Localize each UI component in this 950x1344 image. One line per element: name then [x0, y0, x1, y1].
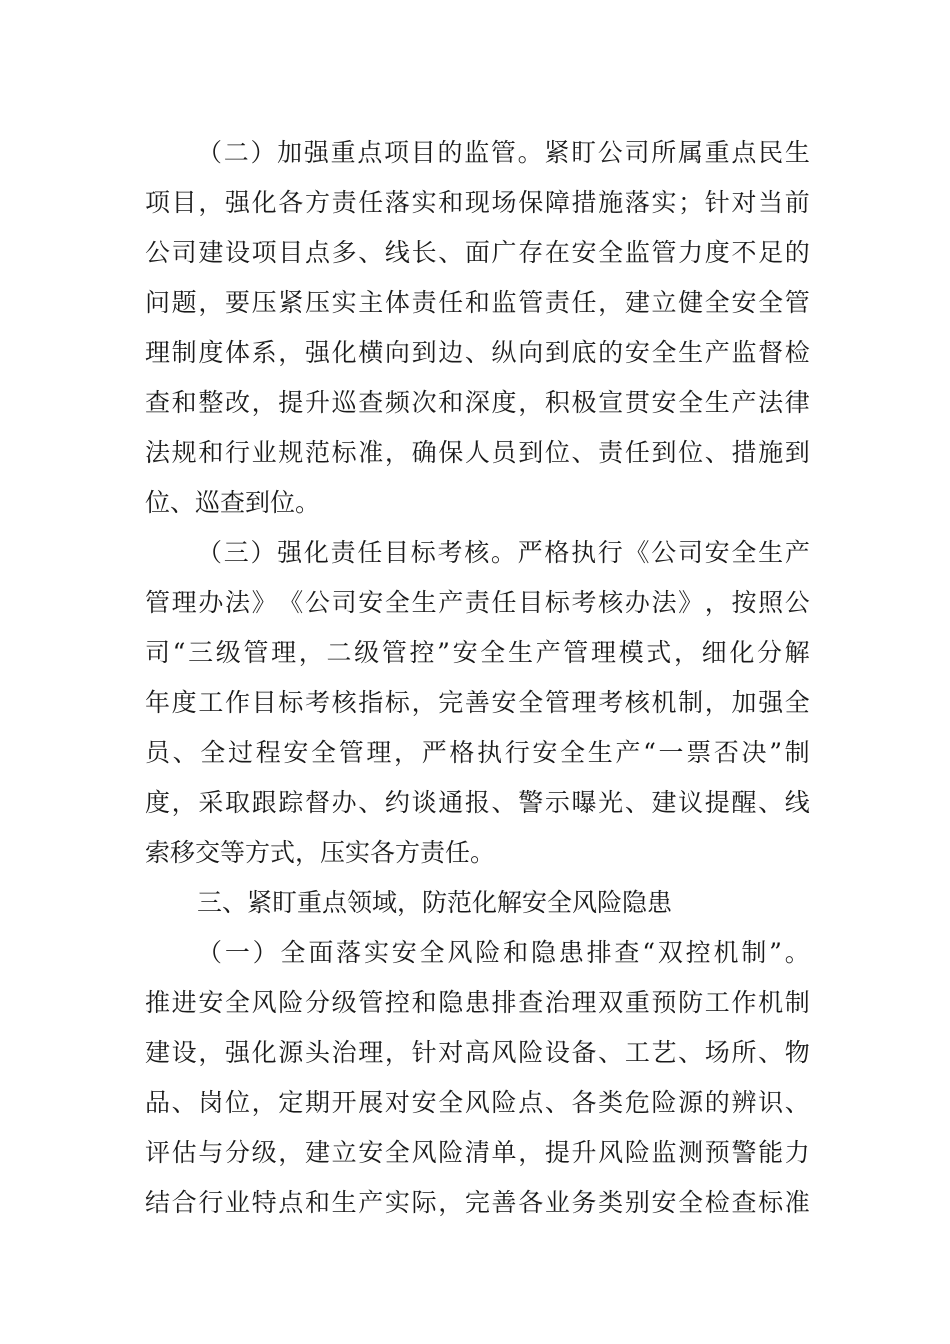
text-line: 评 估 与 分 级 ， 建 立 安 全 风 险 清 单 ， 提 升 风 险 监 测 预 警 能 力 — [145, 1138, 810, 1167]
text-line: 度 ， 采 取 跟 踪 督 办 、 约 谈 通 报 、 警 示 曝 光 、 建 议 提 醒 、 线 — [145, 788, 810, 817]
text-line: 品 、 岗 位 ， 定 期 开 展 对 安 全 风 险 点 、 各 类 危 险 源 的 辨 识 、 — [145, 1088, 810, 1117]
text-line: 年 度 工 作 目 标 考 核 指 标 ， 完 善 安 全 管 理 考 核 机 制 ， 加 强 全 — [145, 688, 810, 717]
text-line: 建 设 ， 强 化 源 头 治 理 ， 针 对 高 风 险 设 备 、 工 艺 、 场 所 、 物 — [145, 1038, 810, 1067]
text-line: 三、紧盯重点领域，防范化解安全风险隐患 — [197, 888, 673, 917]
document-body — [145, 128, 810, 1228]
text-line: 结 合 行 业 特 点 和 生 产 实 际 ， 完 善 各 业 务 类 别 安 全 检 查 标 准 — [145, 1188, 810, 1217]
text-line: 管 理 办 法 》 《 公 司 安 全 生 产 责 任 目 标 考 核 办 法 》 ， 按 照 公 — [145, 588, 810, 617]
text-line: 员 、 全 过 程 安 全 管 理 ， 严 格 执 行 安 全 生 产 “ 一 票 否 决 ” 制 — [145, 738, 810, 767]
text-line: 司 “ 三 级 管 理 ， 二 级 管 控 ” 安 全 生 产 管 理 模 式 ， 细 化 分 解 — [145, 638, 810, 667]
text-line: （ 三 ） 强 化 责 任 目 标 考 核 。 严 格 执 行 《 公 司 安 全 生 产 — [197, 538, 810, 567]
text-line: 项 目 ， 强 化 各 方 责 任 落 实 和 现 场 保 障 措 施 落 实 ； 针 对 当 前 — [145, 188, 810, 217]
text-line: 位、巡查到位。 — [145, 488, 321, 517]
text-line: 公 司 建 设 项 目 点 多 、 线 长 、 面 广 存 在 安 全 监 管 力 度 不 足 的 — [145, 238, 810, 267]
text-line: 推 进 安 全 风 险 分 级 管 控 和 隐 患 排 查 治 理 双 重 预 防 工 作 机 制 — [145, 988, 810, 1017]
text-line: 问 题 ， 要 压 紧 压 实 主 体 责 任 和 监 管 责 任 ， 建 立 健 全 安 全 管 — [145, 288, 810, 317]
text-line: 理 制 度 体 系 ， 强 化 横 向 到 边 、 纵 向 到 底 的 安 全 生 产 监 督 检 — [145, 338, 810, 367]
text-line: （ 一 ） 全 面 落 实 安 全 风 险 和 隐 患 排 查 “ 双 控 机 制 ” 。 — [197, 938, 810, 967]
text-line: 索移交等方式，压实各方责任。 — [145, 838, 496, 867]
text-line: 查 和 整 改 ， 提 升 巡 查 频 次 和 深 度 ， 积 极 宣 贯 安 全 生 产 法 律 — [145, 388, 810, 417]
text-line: （ 二 ） 加 强 重 点 项 目 的 监 管 。 紧 盯 公 司 所 属 重 点 民 生 — [197, 138, 810, 167]
text-line: 法 规 和 行 业 规 范 标 准 ， 确 保 人 员 到 位 、 责 任 到 位 、 措 施 到 — [145, 438, 810, 467]
